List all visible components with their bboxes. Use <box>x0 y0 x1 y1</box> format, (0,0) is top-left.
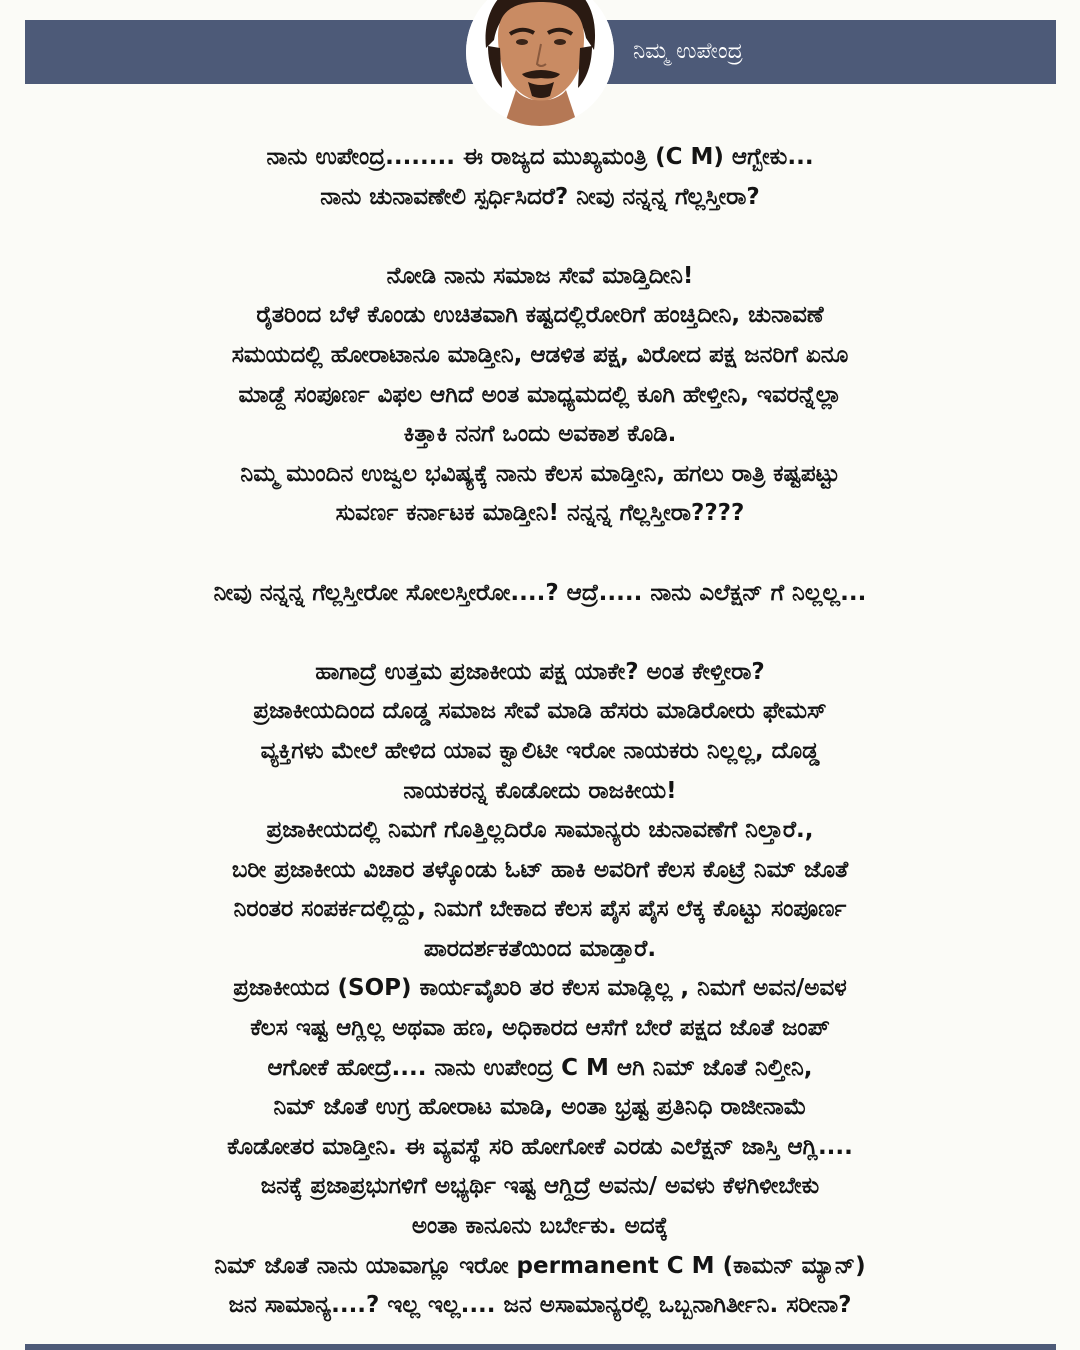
post-line: ನಿಮ್ ಜೊತೆ ಉಗ್ರ ಹೋರಾಟ ಮಾಡಿ, ಅಂತಾ ಭ್ರಷ್ಟ ಪ್ರತಿನಿಧಿ ರಾಜೀನಾಮೆ <box>273 1094 807 1121</box>
post-line: ನಿಮ್ ಜೊತೆ ನಾನು ಯಾವಾಗ್ಲೂ ಇರೋ permanent C M (ಕಾಮನ್ ಮ್ಯಾನ್) <box>214 1252 866 1279</box>
post-line: ಕಿತ್ತಾಕಿ ನನಗೆ ಒಂದು ಅವಕಾಶ ಕೊಡಿ. <box>403 421 677 448</box>
post-line: ಬರೀ ಪ್ರಜಾಕೀಯ ವಿಚಾರ ತಳ್ಕೊಂಡು ಓಟ್ ಹಾಕಿ ಅವರಿಗೆ ಕೆಲಸ ಕೊಟ್ರೆ ನಿಮ್ ಜೊತೆ <box>231 856 849 883</box>
post-line: ಕೆಲಸ ಇಷ್ಟ ಆಗ್ಲಿಲ್ಲ ಅಥವಾ ಹಣ, ಅಧಿಕಾರದ ಆಸೆಗೆ ಬೇರೆ ಪಕ್ಷದ ಜೊತೆ ಜಂಪ್ <box>250 1015 830 1042</box>
post-line: ನಿರಂತರ ಸಂಪರ್ಕದಲ್ಲಿದ್ದು, ನಿಮಗೆ ಬೇಕಾದ ಕೆಲಸ ಪೈಸ ಪೈಸ ಲೆಕ್ಕ ಕೊಟ್ಟು ಸಂಪೂರ್ಣ <box>233 896 847 923</box>
post-line: ವ್ಯಕ್ತಿಗಳು ಮೇಲೆ ಹೇಳಿದ ಯಾವ ಕ್ವಾಲಿಟೀ ಇರೋ ನಾಯಕರು ನಿಲ್ಲಲ್ಲ, ದೊಡ್ಡ <box>260 737 820 764</box>
post-line: ನಾಯಕರನ್ನ ಕೊಡೋದು ರಾಜಕೀಯ! <box>403 777 677 804</box>
footer-divider <box>25 1344 1056 1350</box>
paragraph-gap <box>40 613 1040 653</box>
post-line: ನಾನು ಉಪೇಂದ್ರ........ ಈ ರಾಜ್ಯದ ಮುಖ್ಯಮಂತ್ರಿ (C M) ಆಗ್ಬೇಕು... <box>266 144 814 170</box>
post-line: ಜನ ಸಾಮಾನ್ಯ....? ಇಲ್ಲ ಇಲ್ಲ.... ಜನ ಅಸಾಮಾನ್ಯರಲ್ಲಿ ಒಬ್ಬನಾಗಿರ್ತೀನಿ. ಸರೀನಾ? <box>228 1292 852 1319</box>
post-line: ಪ್ರಜಾಕೀಯದಿಂದ ದೊಡ್ಡ ಸಮಾಜ ಸೇವೆ ಮಾಡಿ ಹೆಸರು ಮಾಡಿರೋರು ಫೇಮಸ್ <box>253 698 827 725</box>
post-line: ನೀವು ನನ್ನನ್ನ ಗೆಲ್ಲಸ್ತೀರೋ ಸೋಲಸ್ತೀರೋ....? ಆದ್ರೆ..... ನಾನು ಎಲೆಕ್ಷನ್ ಗೆ ನಿಲ್ಲಲ್ಲ... <box>213 579 867 606</box>
avatar <box>466 0 614 126</box>
post-line: ಆಗೋಕೆ ಹೋದ್ರೆ.... ನಾನು ಉಪೇಂದ್ರ C M ಆಗಿ ನಿಮ್ ಜೊತೆ ನಿಲ್ತೀನಿ, <box>267 1054 813 1081</box>
post-line: ಕೊಡೋತರ ಮಾಡ್ತೀನಿ. ಈ ವ್ಯವಸ್ಥೆ ಸರಿ ಹೋಗೋಕೆ ಎರಡು ಎಲೆಕ್ಷನ್ ಜಾಸ್ತಿ ಆಗ್ಲಿ.... <box>227 1133 853 1160</box>
paragraph-gap <box>40 534 1040 574</box>
post-line: ಸುವರ್ಣ ಕರ್ನಾಟಕ ಮಾಡ್ತೀನಿ! ನನ್ನನ್ನ ಗೆಲ್ಲಸ್ತೀರಾ???? <box>335 500 745 527</box>
post-line: ಜನಕ್ಕೆ ಪ್ರಜಾಪ್ರಭುಗಳಿಗೆ ಅಭ್ಯರ್ಥಿ ಇಷ್ಟ ಆಗ್ದಿದ್ರೆ ಅವನು/ ಅವಳು ಕೆಳಗಿಳೀಬೇಕು <box>260 1173 820 1200</box>
header-name: ನಿಮ್ಮ ಉಪೇಂದ್ರ <box>633 39 743 64</box>
post-line: ಪ್ರಜಾಕೀಯದ (SOP) ಕಾರ್ಯವೈಖರಿ ತರ ಕೆಲಸ ಮಾಡ್ಲಿಲ್ಲ , ನಿಮಗೆ ಅವನ/ಅವಳ <box>233 975 847 1002</box>
post-line: ಪಾರದರ್ಶಕತೆಯಿಂದ ಮಾಡ್ತಾರೆ. <box>423 935 657 962</box>
person-portrait-icon <box>466 0 614 126</box>
post-line: ನಿಮ್ಮ ಮುಂದಿನ ಉಜ್ವಲ ಭವಿಷ್ಯಕ್ಕೆ ನಾನು ಕೆಲಸ ಮಾಡ್ತೀನಿ, ಹಗಲು ರಾತ್ರಿ ಕಷ್ಟಪಟ್ಟು <box>240 460 840 487</box>
post-line: ಸಮಯದಲ್ಲಿ ಹೋರಾಟಾನೂ ಮಾಡ್ತೀನಿ, ಆಡಳಿತ ಪಕ್ಷ, ವಿರೋದ ಪಕ್ಷ ಜನರಿಗೆ ಏನೂ <box>231 341 849 368</box>
post-line: ನೋಡಿ ನಾನು ಸಮಾಜ ಸೇವೆ ಮಾಡ್ತಿದೀನಿ! <box>386 262 694 289</box>
paragraph-gap <box>40 217 1040 257</box>
post-text <box>40 138 1040 1326</box>
post-line: ನಾನು ಚುನಾವಣೇಲಿ ಸ್ಪರ್ಧಿಸಿದರೆ? ನೀವು ನನ್ನನ್ನ ಗೆಲ್ಲಸ್ತೀರಾ? <box>320 183 760 210</box>
post-line: ರೈತರಿಂದ ಬೆಳೆ ಕೊಂಡು ಉಚಿತವಾಗಿ ಕಷ್ಟದಲ್ಲಿರೋರಿಗೆ ಹಂಚ್ತಿದೀನಿ, ಚುನಾವಣೆ <box>256 302 824 329</box>
post-line: ಮಾಡ್ದೆ ಸಂಪೂರ್ಣ ವಿಫಲ ಆಗಿದೆ ಅಂತ ಮಾಧ್ಯಮದಲ್ಲಿ ಕೂಗಿ ಹೇಳ್ತೀನಿ, ಇವರನ್ನೆಲ್ಲಾ <box>238 381 842 408</box>
post-line: ಅಂತಾ ಕಾನೂನು ಬರ್ಬೇಕು. ಅದಕ್ಕೆ <box>411 1213 669 1240</box>
post-line: ಪ್ರಜಾಕೀಯದಲ್ಲಿ ನಿಮಗೆ ಗೊತ್ತಿಲ್ಲದಿರೊ ಸಾಮಾನ್ಯರು ಚುನಾವಣೆಗೆ ನಿಲ್ತಾರೆ., <box>266 817 814 844</box>
post-line: ಹಾಗಾದ್ರೆ ಉತ್ತಮ ಪ್ರಜಾಕೀಯ ಪಕ್ಷ ಯಾಕೇ? ಅಂತ ಕೇಳ್ತೀರಾ? <box>315 658 765 685</box>
